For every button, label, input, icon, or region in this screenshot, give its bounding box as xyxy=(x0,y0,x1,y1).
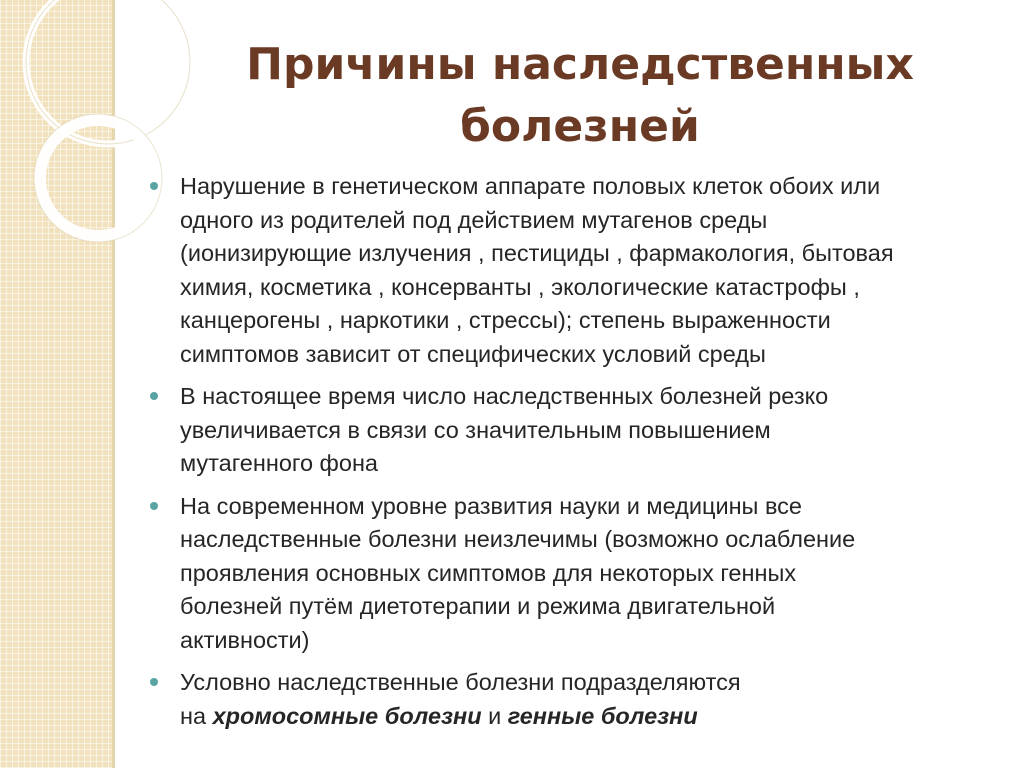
bullet-dot-icon xyxy=(150,502,158,510)
bullet-text-conjunction: и xyxy=(481,702,508,729)
bullet-text-line: симптомов зависит от специфических условий среды xyxy=(180,340,766,367)
bullet-text-line: Нарушение в генетическом аппарате половых клеток обоих или xyxy=(180,173,881,199)
bullet-dot-icon xyxy=(150,678,158,686)
bullet-list xyxy=(146,170,996,742)
bullet-item xyxy=(146,170,996,371)
bullet-text-line: канцерогены , наркотики , стрессы); степень выраженности xyxy=(180,307,831,333)
title-line-2: болезней xyxy=(460,101,700,152)
bullet-text-line: Условно наследственные болезни подразделяются xyxy=(180,669,741,695)
title-line-1: Причины наследственных xyxy=(246,39,914,90)
bullet-dot-icon xyxy=(150,392,158,400)
bullet-text-prefix: на xyxy=(180,702,213,729)
chromosomal-diseases-term: хромосомные болезни xyxy=(212,702,482,729)
bullet-text-line: болезней путём диетотерапии и режима двигательной xyxy=(180,593,776,619)
bullet-text-line: мутагенного фона xyxy=(180,450,378,476)
bullet-text-line: активности) xyxy=(180,626,310,653)
bullet-item xyxy=(146,490,996,658)
bullet-item xyxy=(146,380,996,481)
gene-diseases-term: генные болезни xyxy=(507,702,698,729)
bullet-text-line: химия, косметика , консерванты , экологические катастрофы , xyxy=(180,273,860,300)
bullet-text-line: На современном уровне развития науки и медицины все xyxy=(180,492,803,519)
bullet-text-line: наследственные болезни неизлечимы (возможно ослабление xyxy=(180,526,856,552)
bullet-text-line: В настоящее время число наследственных болезней резко xyxy=(180,383,829,409)
bullet-dot-icon xyxy=(150,182,158,190)
bullet-text-line: (ионизирующие излучения , пестициды , фармакология, бытовая xyxy=(180,240,894,266)
bullet-text-line: увеличивается в связи со значительным повышением xyxy=(180,416,771,443)
slide-title xyxy=(200,34,960,158)
bullet-text-line: одного из родителей под действием мутагенов среды xyxy=(180,206,768,233)
bullet-text-line: проявления основных симптомов для некоторых генных xyxy=(180,559,797,586)
bullet-item xyxy=(146,666,996,733)
